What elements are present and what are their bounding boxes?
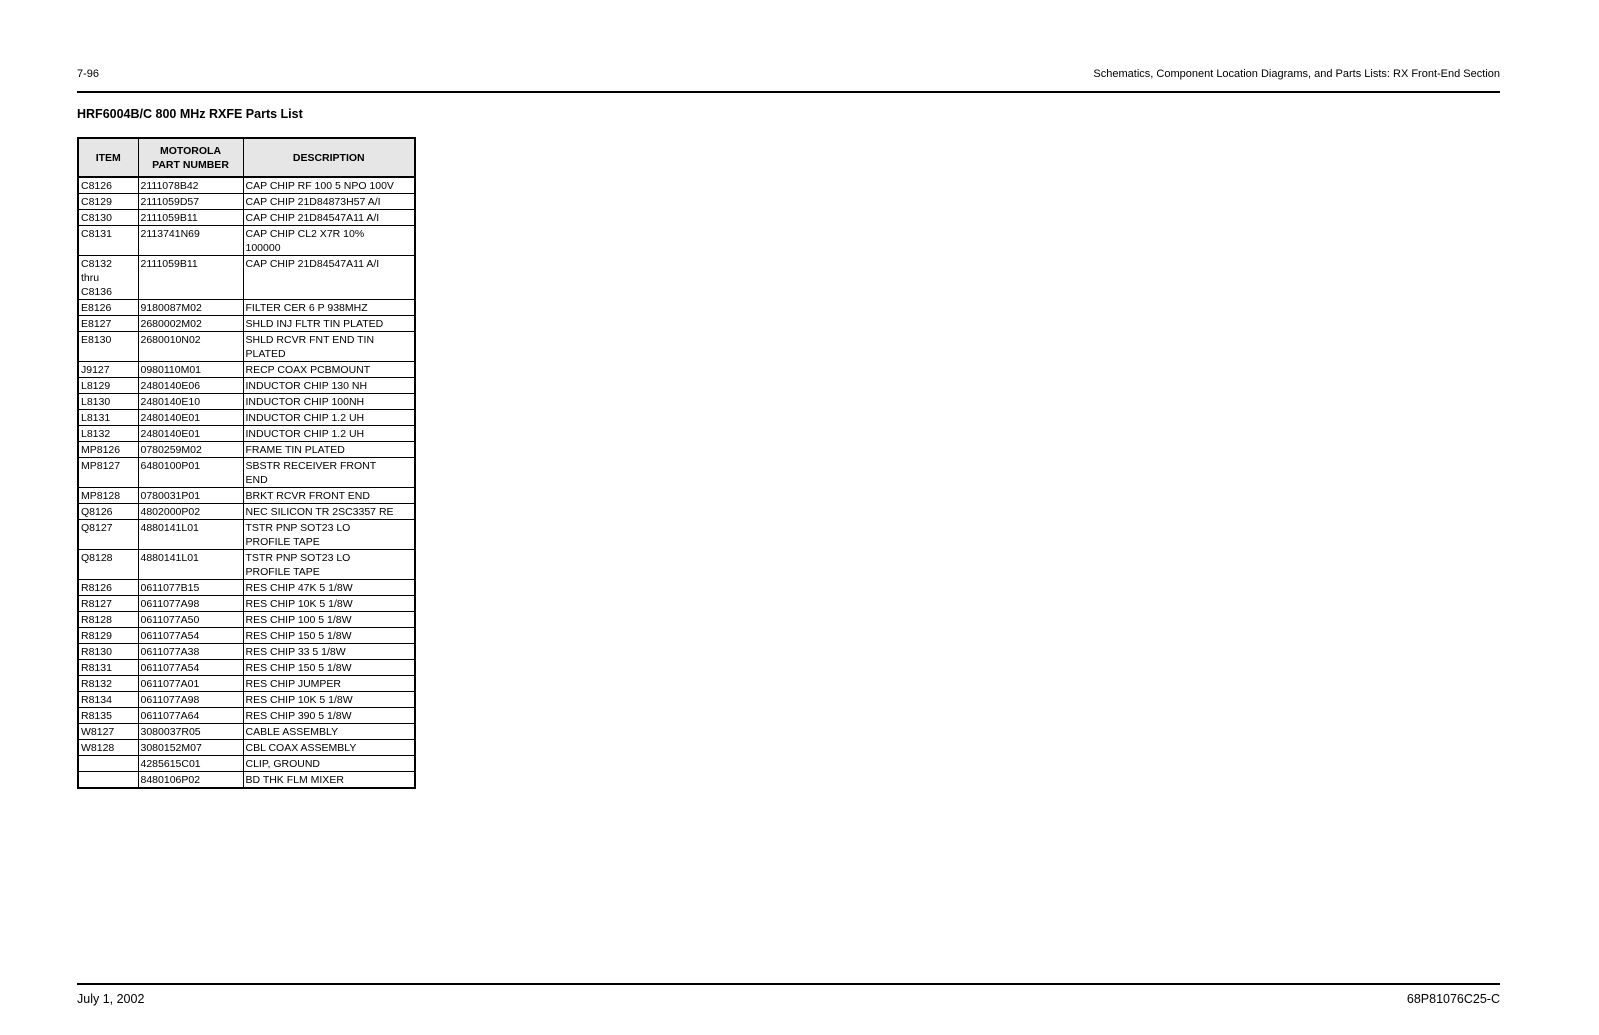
table-row <box>78 426 415 442</box>
description-cell: INDUCTOR CHIP 1.2 UH <box>243 410 415 426</box>
description-cell: RES CHIP 33 5 1/8W <box>243 644 415 660</box>
table-row <box>78 300 415 316</box>
table-row <box>78 628 415 644</box>
description-cell: SBSTR RECEIVER FRONT END <box>243 458 415 488</box>
item-cell: R8131 <box>78 660 138 676</box>
item-cell: R8127 <box>78 596 138 612</box>
item-cell: L8131 <box>78 410 138 426</box>
table-row <box>78 394 415 410</box>
part-number-cell: 2480140E10 <box>138 394 243 410</box>
header-description: DESCRIPTION <box>243 138 415 177</box>
table-row <box>78 550 415 580</box>
part-number-cell: 0611077A50 <box>138 612 243 628</box>
part-number-cell: 2480140E01 <box>138 426 243 442</box>
part-number-cell: 0980110M01 <box>138 362 243 378</box>
item-cell: R8130 <box>78 644 138 660</box>
item-cell: C8132 thru C8136 <box>78 256 138 300</box>
part-number-cell: 3080152M07 <box>138 740 243 756</box>
table-row <box>78 210 415 226</box>
description-cell: INDUCTOR CHIP 100NH <box>243 394 415 410</box>
table-header-row <box>78 138 415 177</box>
item-cell: E8126 <box>78 300 138 316</box>
part-number-cell: 4285615C01 <box>138 756 243 772</box>
description-cell: TSTR PNP SOT23 LO PROFILE TAPE <box>243 520 415 550</box>
part-number-cell: 0611077A54 <box>138 660 243 676</box>
table-row <box>78 644 415 660</box>
table-row <box>78 410 415 426</box>
table-row <box>78 692 415 708</box>
item-cell <box>78 756 138 772</box>
table-row <box>78 580 415 596</box>
footer-date: July 1, 2002 <box>77 992 145 1006</box>
item-cell: R8128 <box>78 612 138 628</box>
item-cell: C8129 <box>78 194 138 210</box>
part-number-cell: 0611077A38 <box>138 644 243 660</box>
item-cell: L8132 <box>78 426 138 442</box>
description-cell: BRKT RCVR FRONT END <box>243 488 415 504</box>
table-row <box>78 378 415 394</box>
header-part-number <box>138 138 243 177</box>
table-row <box>78 596 415 612</box>
description-cell: RES CHIP 47K 5 1/8W <box>243 580 415 596</box>
table-row <box>78 772 415 789</box>
item-cell: C8130 <box>78 210 138 226</box>
item-cell: L8129 <box>78 378 138 394</box>
item-cell: C8126 <box>78 177 138 194</box>
part-number-cell: 4880141L01 <box>138 520 243 550</box>
table-row <box>78 458 415 488</box>
description-cell: CAP CHIP CL2 X7R 10% 100000 <box>243 226 415 256</box>
description-cell: RES CHIP 150 5 1/8W <box>243 660 415 676</box>
part-number-cell: 2111078B42 <box>138 177 243 194</box>
item-cell: W8128 <box>78 740 138 756</box>
description-cell: CBL COAX ASSEMBLY <box>243 740 415 756</box>
part-number-cell: 0611077A64 <box>138 708 243 724</box>
item-cell: MP8128 <box>78 488 138 504</box>
part-number-cell: 8480106P02 <box>138 772 243 789</box>
part-number-cell: 4880141L01 <box>138 550 243 580</box>
table-row <box>78 520 415 550</box>
description-cell: CAP CHIP 21D84547A11 A/I <box>243 256 415 300</box>
description-cell: TSTR PNP SOT23 LO PROFILE TAPE <box>243 550 415 580</box>
description-cell: FRAME TIN PLATED <box>243 442 415 458</box>
item-cell: R8129 <box>78 628 138 644</box>
header-part-number-line1: MOTOROLA <box>159 144 222 157</box>
table-row <box>78 676 415 692</box>
table-row <box>78 660 415 676</box>
table-row <box>78 740 415 756</box>
description-cell: NEC SILICON TR 2SC3357 RE <box>243 504 415 520</box>
part-number-cell: 2680002M02 <box>138 316 243 332</box>
table-row <box>78 194 415 210</box>
description-cell: SHLD INJ FLTR TIN PLATED <box>243 316 415 332</box>
footer-doc-number: 68P81076C25-C <box>1406 992 1500 1006</box>
table-row <box>78 177 415 194</box>
part-number-cell: 3080037R05 <box>138 724 243 740</box>
description-cell: RES CHIP 150 5 1/8W <box>243 628 415 644</box>
item-cell <box>78 772 138 789</box>
header-part-number-line2: PART NUMBER <box>152 158 229 171</box>
description-cell: RES CHIP 100 5 1/8W <box>243 612 415 628</box>
description-cell: BD THK FLM MIXER <box>243 772 415 789</box>
description-cell: SHLD RCVR FNT END TIN PLATED <box>243 332 415 362</box>
description-cell: CAP CHIP 21D84547A11 A/I <box>243 210 415 226</box>
part-number-cell: 9180087M02 <box>138 300 243 316</box>
part-number-cell: 2111059B11 <box>138 256 243 300</box>
item-cell: E8130 <box>78 332 138 362</box>
item-cell: MP8127 <box>78 458 138 488</box>
item-cell: MP8126 <box>78 442 138 458</box>
part-number-cell: 0780031P01 <box>138 488 243 504</box>
table-row <box>78 226 415 256</box>
item-cell: J9127 <box>78 362 138 378</box>
table-row <box>78 612 415 628</box>
description-cell: FILTER CER 6 P 938MHZ <box>243 300 415 316</box>
part-number-cell: 0611077B15 <box>138 580 243 596</box>
table-row <box>78 316 415 332</box>
item-cell: W8127 <box>78 724 138 740</box>
item-cell: C8131 <box>78 226 138 256</box>
part-number-cell: 0611077A98 <box>138 692 243 708</box>
parts-list-title: HRF6004B/C 800 MHz RXFE Parts List <box>77 107 303 121</box>
item-cell: R8134 <box>78 692 138 708</box>
header-rule <box>77 91 1500 93</box>
section-title: Schematics, Component Location Diagrams, and Parts Lists: RX Front-End Section <box>1093 68 1500 80</box>
parts-table <box>77 137 416 789</box>
description-cell: RES CHIP 10K 5 1/8W <box>243 596 415 612</box>
footer-rule <box>77 983 1500 985</box>
table-row <box>78 332 415 362</box>
description-cell: RECP COAX PCBMOUNT <box>243 362 415 378</box>
table-row <box>78 504 415 520</box>
part-number-cell: 2113741N69 <box>138 226 243 256</box>
part-number-cell: 6480100P01 <box>138 458 243 488</box>
description-cell: RES CHIP 390 5 1/8W <box>243 708 415 724</box>
description-cell: CABLE ASSEMBLY <box>243 724 415 740</box>
table-row <box>78 362 415 378</box>
description-cell: INDUCTOR CHIP 130 NH <box>243 378 415 394</box>
part-number-cell: 0611077A98 <box>138 596 243 612</box>
table-row <box>78 756 415 772</box>
description-cell: RES CHIP 10K 5 1/8W <box>243 692 415 708</box>
description-cell: CAP CHIP 21D84873H57 A/I <box>243 194 415 210</box>
item-cell: E8127 <box>78 316 138 332</box>
part-number-cell: 0780259M02 <box>138 442 243 458</box>
item-cell: Q8126 <box>78 504 138 520</box>
table-row <box>78 708 415 724</box>
item-cell: Q8128 <box>78 550 138 580</box>
header-item: ITEM <box>78 138 138 177</box>
part-number-cell: 2680010N02 <box>138 332 243 362</box>
part-number-cell: 2111059B11 <box>138 210 243 226</box>
table-row <box>78 442 415 458</box>
item-cell: L8130 <box>78 394 138 410</box>
part-number-cell: 0611077A54 <box>138 628 243 644</box>
table-row <box>78 724 415 740</box>
description-cell: RES CHIP JUMPER <box>243 676 415 692</box>
description-cell: INDUCTOR CHIP 1.2 UH <box>243 426 415 442</box>
page-number: 7-96 <box>77 68 100 80</box>
part-number-cell: 2480140E01 <box>138 410 243 426</box>
item-cell: R8132 <box>78 676 138 692</box>
item-cell: R8126 <box>78 580 138 596</box>
part-number-cell: 4802000P02 <box>138 504 243 520</box>
description-cell: CAP CHIP RF 100 5 NPO 100V <box>243 177 415 194</box>
part-number-cell: 2111059D57 <box>138 194 243 210</box>
item-cell: R8135 <box>78 708 138 724</box>
item-cell: Q8127 <box>78 520 138 550</box>
part-number-cell: 0611077A01 <box>138 676 243 692</box>
table-row <box>78 256 415 300</box>
description-cell: CLIP, GROUND <box>243 756 415 772</box>
part-number-cell: 2480140E06 <box>138 378 243 394</box>
table-row <box>78 488 415 504</box>
